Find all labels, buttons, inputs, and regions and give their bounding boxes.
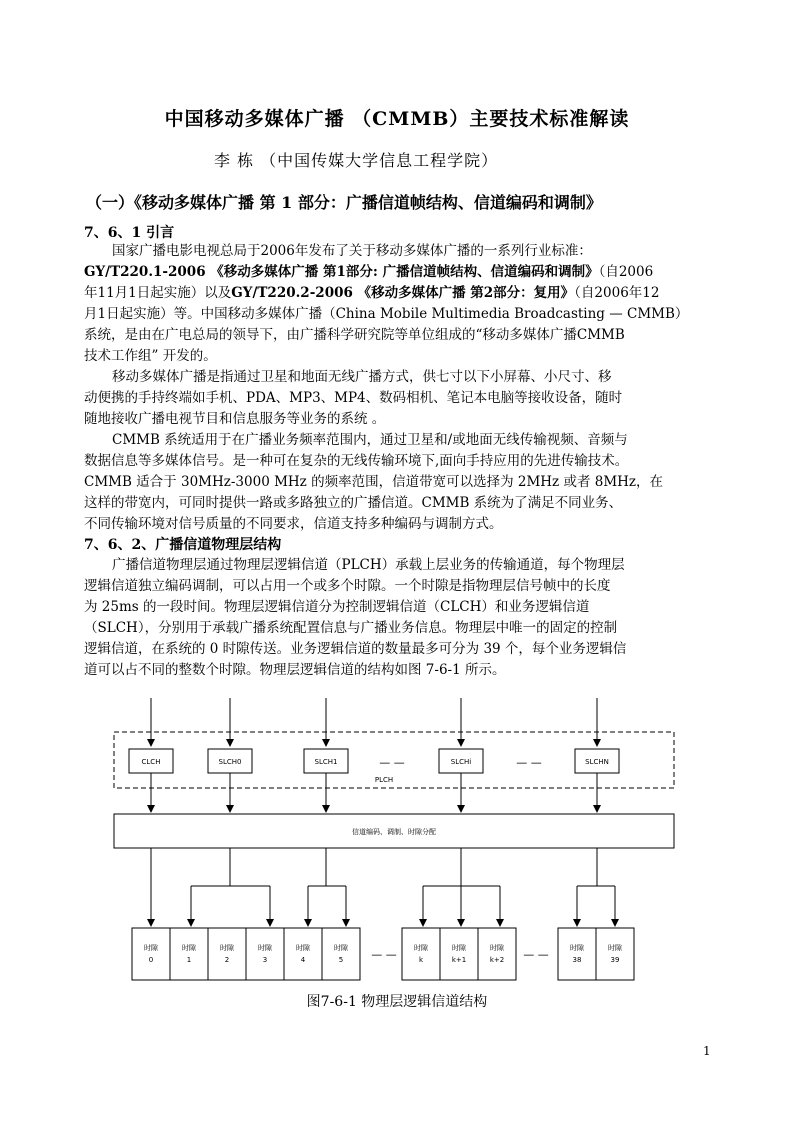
text-line: 广播信道物理层通过物理层逻辑信道（PLCH）承载上层业务的传输通道，每个物理层: [112, 557, 625, 573]
slot-label: 时隙: [490, 944, 504, 952]
slot-label: 时隙: [414, 944, 428, 952]
text-line: CMMB 适合于 30MHz-3000 MHz 的频率范围，信道带宽可以选择为 2MHz 或者 8MHz，在: [84, 474, 664, 490]
slot-box: [558, 928, 596, 980]
slot-gap-dash: — —: [523, 948, 549, 961]
text-line: 不同传输环境对信号质量的不同要求，信道支持多种编码与调制方式。: [84, 516, 503, 532]
plch-label: PLCH: [374, 776, 394, 784]
slot-box: [132, 928, 170, 980]
slot-box: [322, 928, 360, 980]
slot-number: 5: [338, 956, 344, 964]
text-line: 技术工作组” 开发的。: [84, 348, 217, 364]
coding-modulation-label: 信道编码、调制、时隙分配: [352, 828, 436, 836]
paragraph-system: [84, 430, 714, 535]
text-span: （自2006: [598, 264, 654, 280]
text-line: 为 25ms 的一段时间。物理层逻辑信道分为控制逻辑信道（CLCH）和业务逻辑信道: [84, 599, 590, 615]
slot-number: 0: [148, 956, 154, 964]
channel-gap-dash: — —: [379, 756, 405, 769]
slot-number: 38: [572, 956, 582, 964]
slot-label: 时隙: [452, 944, 466, 952]
slot-gap-dash: — —: [371, 948, 397, 961]
text-line: 国家广播电影电视总局于2006年发布了关于移动多媒体广播的一系列行业标准：: [112, 243, 592, 259]
paragraph-definition: [84, 367, 714, 430]
slot-label: 时隙: [570, 944, 584, 952]
channel-label: SLCH1: [314, 758, 338, 766]
slot-label: 时隙: [220, 944, 234, 952]
text-line: 逻辑信道，在系统的 0 时隙传送。业务逻辑信道的数量最多可分为 39 个，每个业务逻辑信: [84, 641, 627, 657]
channel-label: SLCHi: [450, 758, 472, 766]
slot-label: 时隙: [258, 944, 272, 952]
slot-box: [208, 928, 246, 980]
standard-ref: GY/T220.2-2006 《移动多媒体广播 第2部分：复用》: [231, 285, 575, 301]
slot-label: 时隙: [608, 944, 622, 952]
subsection-heading-intro: 7、6、1 引言: [84, 225, 175, 241]
slot-number: k+2: [489, 956, 505, 964]
text-line: 系统，是由在广电总局的领导下，由广播科学研究院等单位组成的“移动多媒体广播CMMB: [84, 327, 625, 343]
slot-branches: [151, 848, 615, 926]
slot-number: k: [418, 956, 424, 964]
text-line: [84, 262, 714, 283]
text-line: 月1日起实施）等。中国移动多媒体广播（China Mobile Multimedia Broadcasting — CMMB）: [84, 306, 689, 322]
channel-label: SLCHN: [585, 758, 609, 766]
plch-structure-diagram: [84, 690, 704, 990]
slot-number: k+1: [451, 956, 467, 964]
slot-label: 时隙: [296, 944, 310, 952]
text-line: 道可以占不同的整数个时隙。物理层逻辑信道的结构如图 7-6-1 所示。: [84, 662, 506, 678]
page-number: 1: [703, 1044, 711, 1058]
slot-number: 3: [262, 956, 268, 964]
page-title: 中国移动多媒体广播 （CMMB）主要技术标准解读: [164, 108, 630, 130]
text-line: 动便携的手持终端如手机、PDA、MP3、MP4、数码相机、笔记本电脑等接收设备，随时: [84, 390, 623, 406]
slot-number: 2: [224, 956, 230, 964]
slot-label: 时隙: [334, 944, 348, 952]
slot-number: 4: [300, 956, 306, 964]
text-line: 这样的带宽内，可同时提供一路或多路独立的广播信道。CMMB 系统为了满足不同业务、: [84, 495, 623, 511]
figure-caption: 图7-6-1 物理层逻辑信道结构: [306, 994, 488, 1010]
subsection-heading-physical-layer: 7、6、2、广播信道物理层结构: [84, 537, 282, 553]
text-line: （SLCH），分别用于承载广播系统配置信息与广播业务信息。物理层中唯一的固定的控制: [84, 620, 618, 636]
slot-number: 1: [186, 956, 192, 964]
channel-label: SLCH0: [218, 758, 242, 766]
slot-box: [246, 928, 284, 980]
text-line: [84, 283, 714, 304]
slot-box: [170, 928, 208, 980]
slot-box: [284, 928, 322, 980]
section-heading: （一）《移动多媒体广播 第 1 部分：广播信道帧结构、信道编码和调制》: [86, 193, 602, 212]
text-span: 年11月1日起实施）以及: [84, 285, 232, 301]
slot-box: [596, 928, 634, 980]
slot-number: 39: [610, 956, 620, 964]
paragraph-intro-standards: [84, 241, 714, 367]
channel-label: CLCH: [141, 758, 161, 766]
paragraph-physical-layer: [84, 555, 714, 681]
text-line: 逻辑信道独立编码调制，可以占用一个或多个时隙。一个时隙是指物理层信号帧中的长度: [84, 578, 611, 594]
slot-label: 时隙: [144, 944, 158, 952]
slot-box: [440, 928, 478, 980]
text-line: CMMB 系统适用于在广播业务频率范围内，通过卫星和/或地面无线传输视频、音频与: [112, 432, 628, 448]
text-line: 移动多媒体广播是指通过卫星和地面无线广播方式，供七寸以下小屏幕、小尺寸、移: [112, 369, 612, 385]
channel-gap-dash: — —: [516, 756, 542, 769]
text-line: 数据信息等多媒体信号。是一种可在复杂的无线传输环境下,面向手持应用的先进传输技术。: [84, 453, 629, 469]
author-line: 李 栋 （中国传媒大学信息工程学院）: [214, 151, 499, 170]
slot-box: [478, 928, 516, 980]
standard-ref: GY/T220.1-2006 《移动多媒体广播 第1部分: 广播信道帧结构、信道编码和调制》: [84, 264, 599, 280]
slot-label: 时隙: [182, 944, 196, 952]
slot-box: [402, 928, 440, 980]
text-span: （自2006年12: [574, 285, 660, 301]
text-line: 随地接收广播电视节目和信息服务等业务的系统 。: [84, 411, 386, 427]
